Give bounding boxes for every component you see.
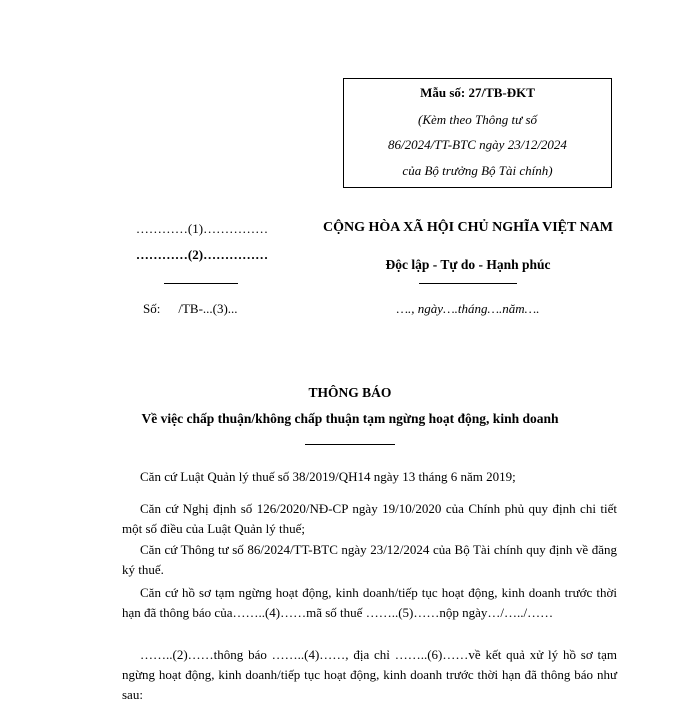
national-title: CỘNG HÒA XÃ HỘI CHỦ NGHĨA VIỆT NAM bbox=[322, 220, 613, 235]
form-number: Mẫu số: 27/TB-ĐKT bbox=[420, 85, 535, 100]
form-circular-ref: 86/2024/TT-BTC ngày 23/12/2024 bbox=[388, 137, 567, 152]
form-issuer: của Bộ trưởng Bộ Tài chính) bbox=[402, 163, 553, 178]
document-number-label: Số: bbox=[143, 301, 161, 316]
body-paragraph-5: ……..(2)……thông báo ……..(4)……, địa chỉ ……..(6)……về kết quả xử lý hồ sơ tạm ngừng hoạt động, kinh doanh/tiếp tục hoạt động, kinh doanh trước thời hạn đã thông báo như sau: bbox=[122, 647, 617, 702]
body-paragraph-3: Căn cứ Thông tư số 86/2024/TT-BTC ngày 23/12/2024 của Bộ Tài chính quy định về đăng ký thuế. bbox=[122, 542, 617, 577]
body-paragraph-1: Căn cứ Luật Quản lý thuế số 38/2019/QH14 ngày 13 tháng 6 năm 2019; bbox=[140, 469, 516, 484]
title-divider bbox=[305, 444, 395, 445]
form-attachment-note: (Kèm theo Thông tư số bbox=[417, 112, 538, 127]
document-title: THÔNG BÁO bbox=[308, 385, 392, 400]
document-number-value: /TB-...(3)... bbox=[178, 301, 238, 316]
national-motto: Độc lập - Tự do - Hạnh phúc bbox=[385, 257, 551, 272]
body-paragraph-4: Căn cứ hồ sơ tạm ngừng hoạt động, kinh doanh/tiếp tục hoạt động, kinh doanh trước thời hạn đã thông báo của……..(4)……mã số thuế ……..(5)……nộp ngày…/…../…… bbox=[122, 585, 617, 620]
document-number bbox=[143, 301, 238, 317]
issuing-unit-parent: …………(1)…………… bbox=[135, 221, 269, 236]
place-date-line: …., ngày….tháng….năm…. bbox=[396, 301, 540, 316]
left-header-divider bbox=[164, 283, 238, 284]
body-paragraph-2: Căn cứ Nghị định số 126/2020/NĐ-CP ngày 19/10/2020 của Chính phủ quy định chi tiết một số điều của Luật Quản lý thuế; bbox=[122, 501, 617, 536]
form-number-box bbox=[343, 78, 612, 188]
issuing-unit: …………(2)…………… bbox=[135, 247, 269, 262]
document-subtitle: Về việc chấp thuận/không chấp thuận tạm ngừng hoạt động, kinh doanh bbox=[141, 411, 559, 426]
right-header-divider bbox=[419, 283, 517, 284]
